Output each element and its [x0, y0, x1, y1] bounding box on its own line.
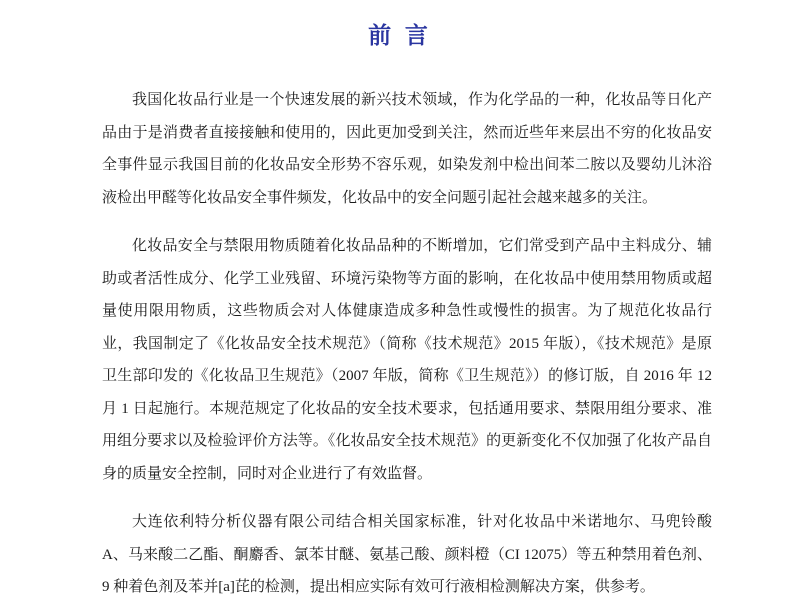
paragraph-1: 我国化妆品行业是一个快速发展的新兴技术领域，作为化学品的一种，化妆品等日化产品由于是消费者直接接触和使用的，因此更加受到关注，然而近些年来层出不穷的化妆品安全事件显示我国目前的化妆品安全形势不容乐观，如染发剂中检出间苯二胺以及婴幼儿沐浴液检出甲醛等化妆品安全事件频发，化妆品中的安全问题引起社会越来越多的关注。	[102, 92, 712, 206]
document-body	[102, 84, 712, 604]
page-title: 前 言	[368, 23, 432, 48]
paragraph-2: 化妆品安全与禁限用物质随着化妆品品种的不断增加，它们常受到产品中主料成分、辅助或者活性成分、化学工业残留、环境污染物等方面的影响，在化妆品中使用禁用物质或超量使用限用物质，这些物质会对人体健康造成多种急性或慢性的损害。为了规范化妆品行业，我国制定了《化妆品安全技术规范》（简称《技术规范》2015 年版），《技术规范》是原卫生部印发的《化妆品卫生规范》（2007 年版，简称《卫生规范》）的修订版，自 2016 年 12 月 1 日起施行。本规范规定了化妆品的安全技术要求，包括通用要求、禁限用组分要求、准用组分要求以及检验评价方法等。《化妆品安全技术规范》的更新变化不仅加强了化妆产品自身的质量安全控制，同时对企业进行了有效监督。	[102, 238, 712, 482]
paragraph-3: 大连依利特分析仪器有限公司结合相关国家标准，针对化妆品中米诺地尔、马兜铃酸 A、马来酸二乙酯、酮麝香、氯苯甘醚、氨基己酸、颜料橙（CI 12075）等五种禁用着色剂、9 种着色剂及苯并[a]芘的检测，提出相应实际有效可行液相检测解决方案，供参考。	[102, 514, 712, 595]
